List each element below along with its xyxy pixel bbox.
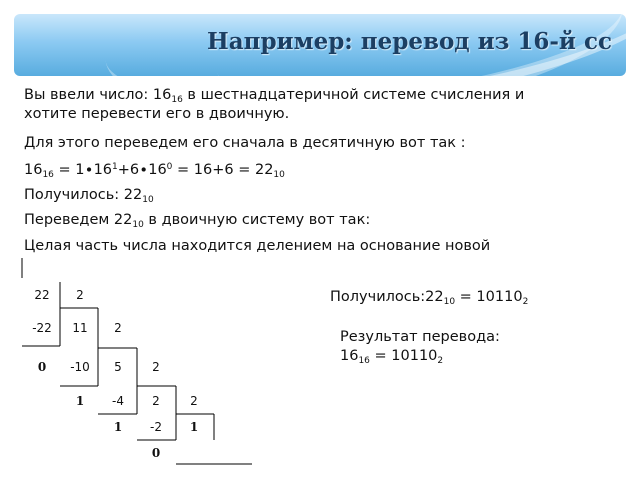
remainder: 0: [37, 360, 47, 374]
final-result: $16_{16} = 10110_2$: [340, 348, 444, 366]
division-cell: 1: [189, 420, 199, 434]
result-label: Результат перевода:: [340, 329, 500, 345]
intro-line-3: Для этого переведем его сначала в десятичную вот так :: [24, 135, 466, 151]
remainder: 1: [75, 394, 85, 408]
division-cell: -2: [150, 420, 162, 434]
division-cell: -22: [32, 321, 52, 335]
division-cell: 2: [190, 394, 198, 408]
binary-step: Переведем $22_{10}$ в двоичную систему вот так:: [24, 212, 371, 230]
division-cell: 11: [72, 321, 88, 335]
binary-result: $Получилось:22_{10} = 10110_2$: [330, 289, 529, 307]
division-cell: -4: [112, 394, 124, 408]
remainder: 0: [151, 446, 161, 460]
division-cell: 2: [152, 360, 160, 374]
division-cell: 2: [114, 321, 122, 335]
slide-title: Например: перевод из 16-й сс: [206, 28, 612, 55]
division-cell: -10: [70, 360, 90, 374]
division-cell: 5: [114, 360, 122, 374]
division-cell: 2: [76, 288, 84, 302]
remainder: 1: [113, 420, 123, 434]
division-rule: Целая часть числа находится делением на основание новой: [24, 238, 491, 254]
division-cell: 2: [152, 394, 160, 408]
title-banner: [14, 14, 626, 76]
conversion-equation: $16_{16} = 1\cdot 16^1+6\cdot 16^0 = 16+6 = 22_{10}$: [24, 162, 285, 180]
intro-line-2: хотите перевести его в двоичную.: [24, 106, 290, 122]
intro-line-1: Вы ввели число: $16_{16}$ в шестнадцатеричной системе счисления и: [24, 87, 525, 105]
division-cell: 22: [34, 288, 50, 302]
decimal-result: Получилось: $22_{10}$: [24, 187, 154, 205]
